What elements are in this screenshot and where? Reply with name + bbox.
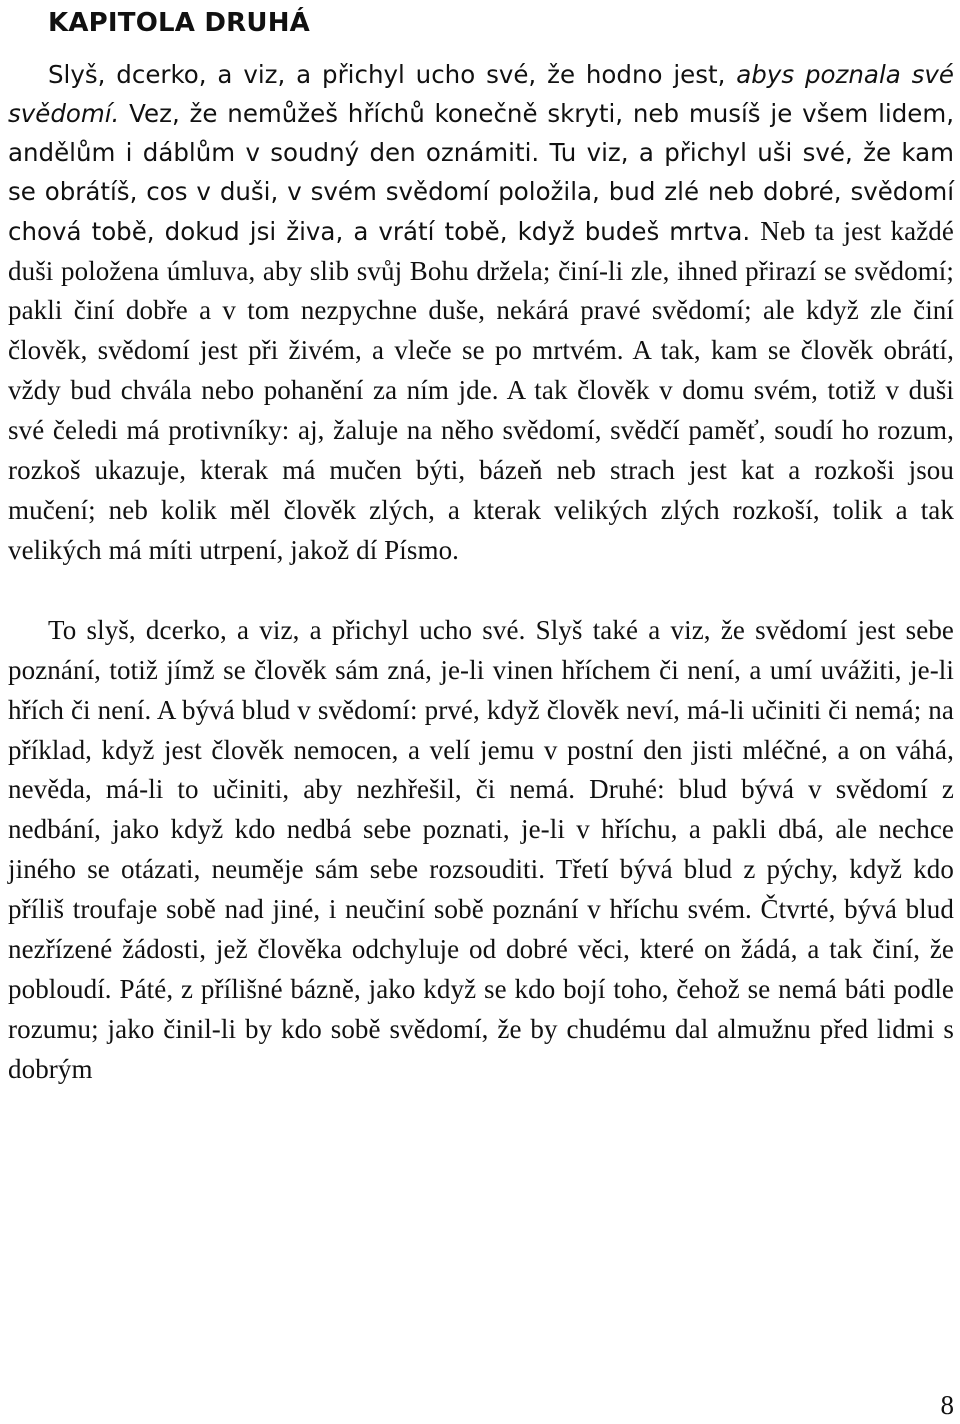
paragraph-1-segment: Vez, že nemůžeš hříchů konečně skryti, neb musíš je všem lidem, andělům i dáblům v soudný den oznámiti. Tu viz, a přichyl uši své, že kam se obrátíš, cos v duši, v svém svědomí položila, bud zlé neb dobré, svědomí chová tobě, dokud jsi živa, a vrátí tobě, když budeš mrtva. [8,98,954,246]
paragraph-1-segment: Neb ta jest každé duši položena úmluva, aby slib svůj Bohu držela; činí-li zle, ihned přirazí se svědomí; pakli činí dobře a v tom nezpychne duše, nekárá pravé svědomí; ale když zle činí člověk, svědomí jest při živém, a vleče se po mrtvém. A tak, kam se člověk obrátí, vždy bud chvála nebo pohanění za ním jde. A tak člověk v domu svém, totiž v duši své čeledi má protivníky: aj, žaluje na něho svědomí, svědčí paměť, soudí ho rozum, rozkoš ukazuje, kterak má mučen býti, bázeň neb strach jest kat a rozkoši jsou mučení; neb kolik měl člověk zlých, a kterak velikých zlých rozkoší, tolik a tak velikých má míti utrpení, jakož dí Písmo. [8,215,954,565]
paragraph-1-segment: Slyš, dcerko, a viz, a přichyl ucho své, že hodno jest, [48,60,737,89]
paragraph-2 [8,611,954,1090]
document-page [8,0,954,1424]
page-number: 8 [940,1390,954,1420]
chapter-title: KAPITOLA DRUHÁ [48,8,310,38]
paragraph-1 [8,56,954,571]
paragraph-2-segment: To slyš, dcerko, a viz, a přichyl ucho své. Slyš také a viz, že svědomí jest sebe poznání, totiž jímž se člověk sám zná, je-li vinen hříchem či není, a umí uvážiti, je-li hřích či není. A bývá blud v svědomí: prvé, když člověk neví, má-li učiniti či nemá; na příklad, když jest člověk nemocen, a velí jemu v postní den jisti mléčné, a on váhá, nevěda, má-li to učiniti, aby nezhřešil, či nemá. Druhé: blud bývá v svědomí z nedbání, jako když kdo nedbá sebe poznati, je-li v hříchu, a pakli dbá, ale nechce jiného se otázati, neuměje sám sebe rozsouditi. Třetí bývá blud z pýchy, když kdo příliš troufaje sobě nad jiné, i neučiní sobě poznání v hříchu svém. Čtvrté, bývá blud nezřízené žádosti, jež člověka odchyluje od dobré věci, které on žádá, a tak činí, že pobloudí. Páté, z přílišné bázně, jako když se kdo bojí toho, čehož se nemá báti podle rozumu; jako činil-li by kdo sobě svědomí, že by chudému dal almužnu před lidmi s dobrým [8,614,954,1084]
paragraph-1-segment-italic: abys poznala své svědomí. [8,60,954,128]
